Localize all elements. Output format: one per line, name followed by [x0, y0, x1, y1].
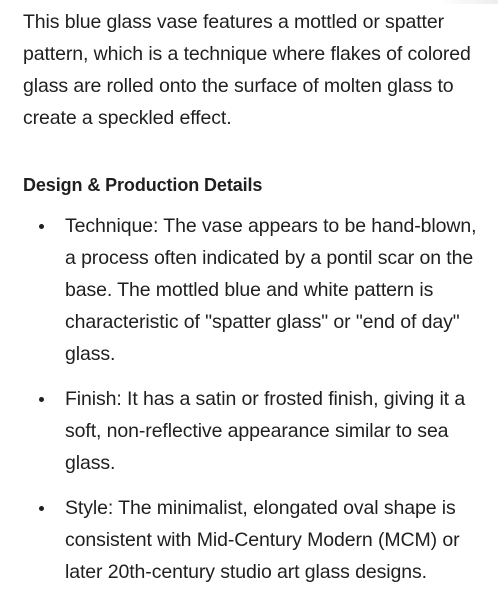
bullet-dot-icon — [39, 506, 44, 511]
list-item-style — [23, 492, 483, 588]
response-content — [23, 6, 483, 601]
bullet-dot-icon — [39, 397, 44, 402]
list-item-text: Style: The minimalist, elongated oval shape is consistent with Mid-Century Modern (MCM) or later 20th-century studio art glass designs. — [65, 497, 460, 583]
bullet-dot-icon — [39, 224, 44, 229]
top-edge-shadow — [438, 0, 498, 4]
list-item-finish — [23, 383, 483, 479]
section-heading: Design & Production Details — [23, 175, 263, 195]
list-item-text: Technique: The vase appears to be hand-blown, a process often indicated by a pontil scar on the base. The mottled blue and white pattern is characteristic of "spatter glass" or "end of day" glass. — [65, 215, 477, 365]
list-item-text: Finish: It has a satin or frosted finish, giving it a soft, non-reflective appearance similar to sea glass. — [65, 388, 466, 474]
details-list — [23, 210, 483, 588]
intro-paragraph: This blue glass vase features a mottled or spatter pattern, which is a technique where flakes of colored glass are rolled onto the surface of molten glass to create a speckled effect. — [23, 11, 471, 129]
list-item-technique — [23, 210, 483, 370]
